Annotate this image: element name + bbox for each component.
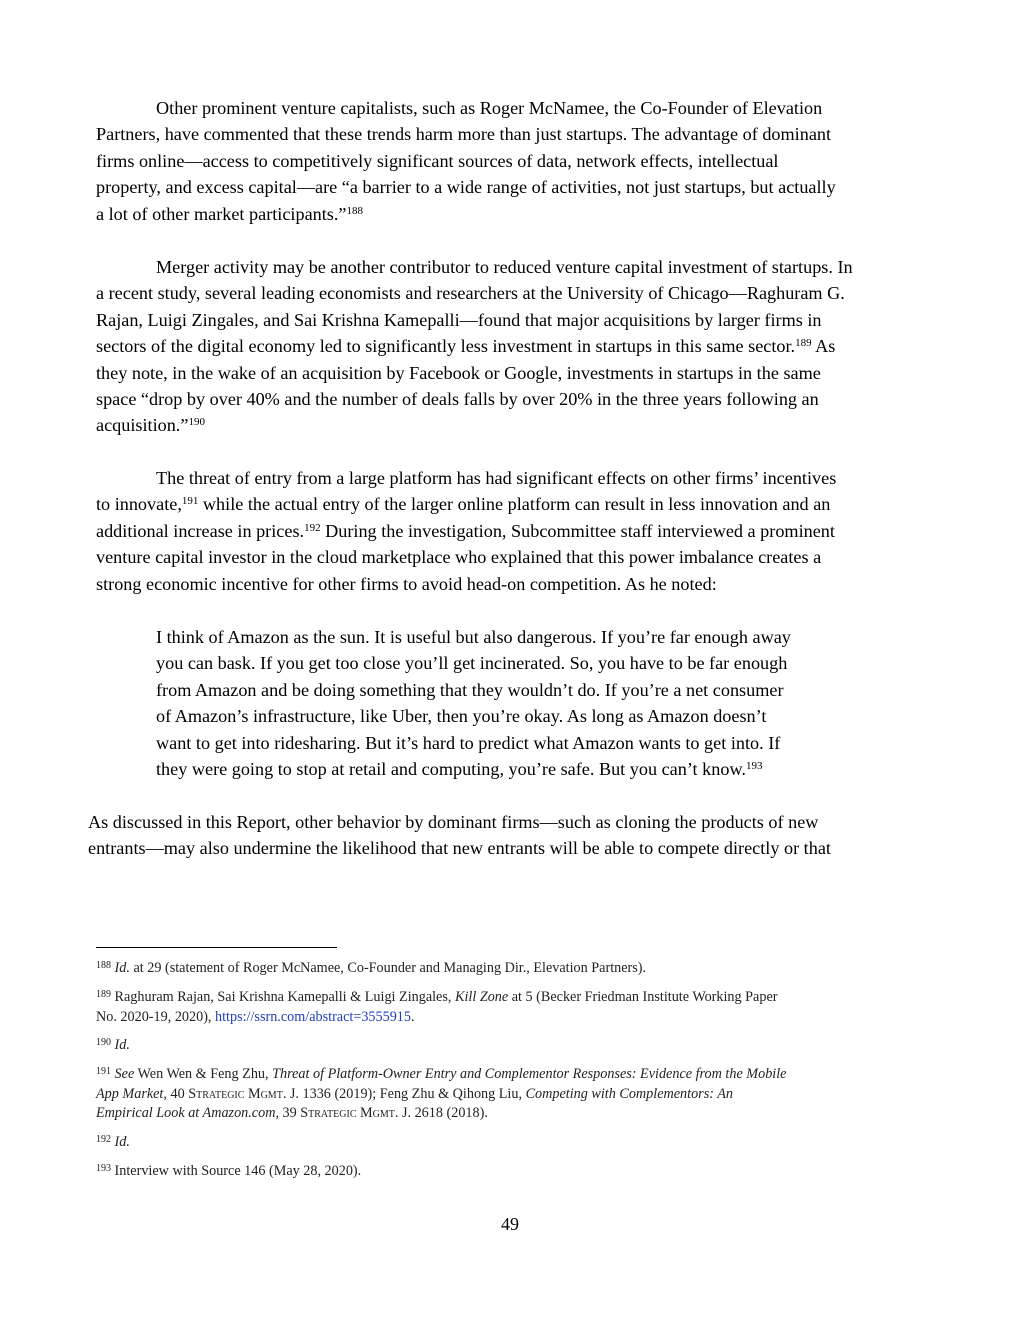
text-segment: As (811, 336, 836, 357)
text-line: As discussed in this Report, other behavior by dominant firms—such as cloning the products of new (88, 812, 819, 832)
block-quote (156, 624, 876, 782)
footnote-text (96, 1065, 926, 1085)
footnote-188 (96, 959, 926, 979)
footnote-id: Id. (114, 960, 130, 976)
footnote-ref-193[interactable]: 193 (745, 760, 763, 773)
signal-see: See (114, 1066, 135, 1082)
footnote-number: 192 (96, 1134, 111, 1145)
journal-name: Strategic Mgmt (188, 1085, 283, 1102)
text-line (96, 201, 924, 227)
text-line: venture capital investor in the cloud marketplace who explained that this power imbalance creates a (96, 547, 822, 568)
footnote-ref-190[interactable]: 190 (188, 416, 205, 429)
text-segment: , 40 (163, 1085, 189, 1102)
text-segment: . J. 2618 (2018). (394, 1105, 488, 1122)
footnote-number: 193 (96, 1163, 111, 1174)
citation-title: Competing with Complementors: An (525, 1085, 734, 1102)
text-segment: to innovate, (96, 494, 182, 515)
footnote-text (96, 959, 926, 979)
text-segment: at 5 (Becker Friedman Institute Working Paper (508, 989, 778, 1005)
footnote-text (96, 1104, 926, 1124)
footnote-text (96, 988, 926, 1008)
footnote-text (96, 1085, 926, 1105)
text-line: strong economic incentive for other firms to avoid head-on competition. As he noted: (96, 573, 717, 594)
footnote-ref-192[interactable]: 192 (304, 521, 321, 534)
quote-line: want to get into ridesharing. But it’s hard to predict what Amazon wants to get into. If (156, 732, 781, 753)
footnote-190 (96, 1036, 926, 1056)
text-line: entrants—may also undermine the likelihood that new entrants will be able to compete directly or that (88, 838, 831, 859)
text-line: they note, in the wake of an acquisition by Facebook or Google, investments in startups in the same (96, 362, 821, 383)
citation-title: Kill Zone (454, 989, 509, 1005)
page-number: 49 (501, 1214, 519, 1234)
text-line (96, 333, 924, 359)
footnote-ref-188[interactable]: 188 (346, 204, 363, 217)
ssrn-link[interactable]: https://ssrn.com/abstract=3555915 (215, 1008, 411, 1025)
footnote-number: 190 (96, 1037, 111, 1048)
text-segment: Interview with Source 146 (May 28, 2020). (111, 1163, 362, 1179)
text-line: Merger activity may be another contributor to reduced venture capital investment of startups. In (156, 257, 853, 277)
footnote-id: Id. (114, 1134, 130, 1150)
text-segment: additional increase in prices. (96, 520, 305, 541)
quote-line: from Amazon and be doing something that they wouldn’t do. If you’re a net consumer (156, 679, 784, 700)
citation-title: App Market (96, 1085, 164, 1102)
text-segment: sectors of the digital economy led to significantly less investment in startups in this same sector. (96, 336, 796, 357)
text-segment: they were going to stop at retail and computing, you’re safe. But you can’t know. (156, 759, 746, 780)
paragraph-threat-of-entry (96, 465, 924, 597)
quote-line: you can bask. If you get too close you’ll get incinerated. So, you have to be far enough (156, 653, 788, 674)
paragraph-mcnamee (96, 95, 924, 227)
text-segment: . J. 1336 (2019); Feng Zhu & Qihong Liu, (282, 1085, 526, 1102)
text-line (96, 518, 924, 544)
text-line: Other prominent venture capitalists, such as Roger McNamee, the Co-Founder of Elevation (156, 98, 823, 118)
footnote-ref-189[interactable]: 189 (795, 337, 812, 350)
text-segment: at 29 (statement of Roger McNamee, Co-Founder and Managing Dir., Elevation Partners). (129, 960, 647, 976)
text-segment: No. 2020-19, 2020), (96, 1008, 216, 1025)
footnote-ref-191[interactable]: 191 (181, 495, 199, 508)
footnote-193 (96, 1162, 926, 1182)
text-line: space “drop by over 40% and the number of deals falls by over 20% in the three years following an (96, 389, 819, 410)
footnote-number: 188 (96, 960, 111, 971)
footnote-number: 191 (96, 1066, 111, 1077)
paragraph-merger-activity (96, 254, 924, 439)
footnote-192 (96, 1133, 926, 1153)
footnote-text (96, 1036, 926, 1056)
text-segment: Raghuram Rajan, Sai Krishna Kamepalli & Luigi Zingales, (111, 989, 455, 1005)
text-segment: a lot of other market participants.” (96, 203, 347, 224)
text-line (96, 491, 924, 517)
paragraph-cloning (88, 809, 928, 862)
footnote-text (96, 1162, 926, 1182)
footnote-text (96, 1133, 926, 1153)
text-line: Rajan, Luigi Zingales, and Sai Krishna Kamepalli—found that major acquisitions by larger firms in (96, 309, 822, 330)
footnote-separator (96, 947, 337, 948)
footnote-191 (96, 1065, 926, 1124)
text-line: The threat of entry from a large platform has had significant effects on other firms’ incentives (156, 468, 837, 488)
text-line (96, 412, 924, 438)
footnote-text (96, 1008, 926, 1028)
text-line: firms online—access to competitively significant sources of data, network effects, intellectual (96, 150, 779, 171)
text-line: property, and excess capital—are “a barrier to a wide range of activities, not just startups, but actually (96, 177, 836, 198)
quote-line: of Amazon’s infrastructure, like Uber, then you’re okay. As long as Amazon doesn’t (156, 706, 767, 727)
citation-title: Empirical Look at Amazon.com (96, 1105, 276, 1122)
text-segment: Wen Wen & Feng Zhu, (134, 1066, 273, 1082)
text-segment: acquisition.” (96, 415, 189, 436)
journal-name: Strategic Mgmt (300, 1105, 395, 1122)
text-segment: while the actual entry of the larger online platform can result in less innovation and an (198, 494, 831, 515)
footnote-number: 189 (96, 989, 111, 1000)
text-line: Partners, have commented that these trends harm more than just startups. The advantage of dominant (96, 124, 832, 145)
quote-line: I think of Amazon as the sun. It is useful but also dangerous. If you’re far enough away (156, 627, 791, 647)
text-line: a recent study, several leading economists and researchers at the University of Chicago—Raghuram G. (96, 283, 845, 304)
quote-line (156, 756, 876, 782)
footnote-189 (96, 988, 926, 1027)
footnote-id: Id. (114, 1037, 130, 1053)
text-segment: , 39 (275, 1105, 301, 1122)
text-segment: During the investigation, Subcommittee staff interviewed a prominent (320, 520, 835, 541)
citation-title: Threat of Platform-Owner Entry and Complementor Responses: Evidence from the Mobile (272, 1066, 787, 1082)
text-segment: . (410, 1008, 415, 1025)
